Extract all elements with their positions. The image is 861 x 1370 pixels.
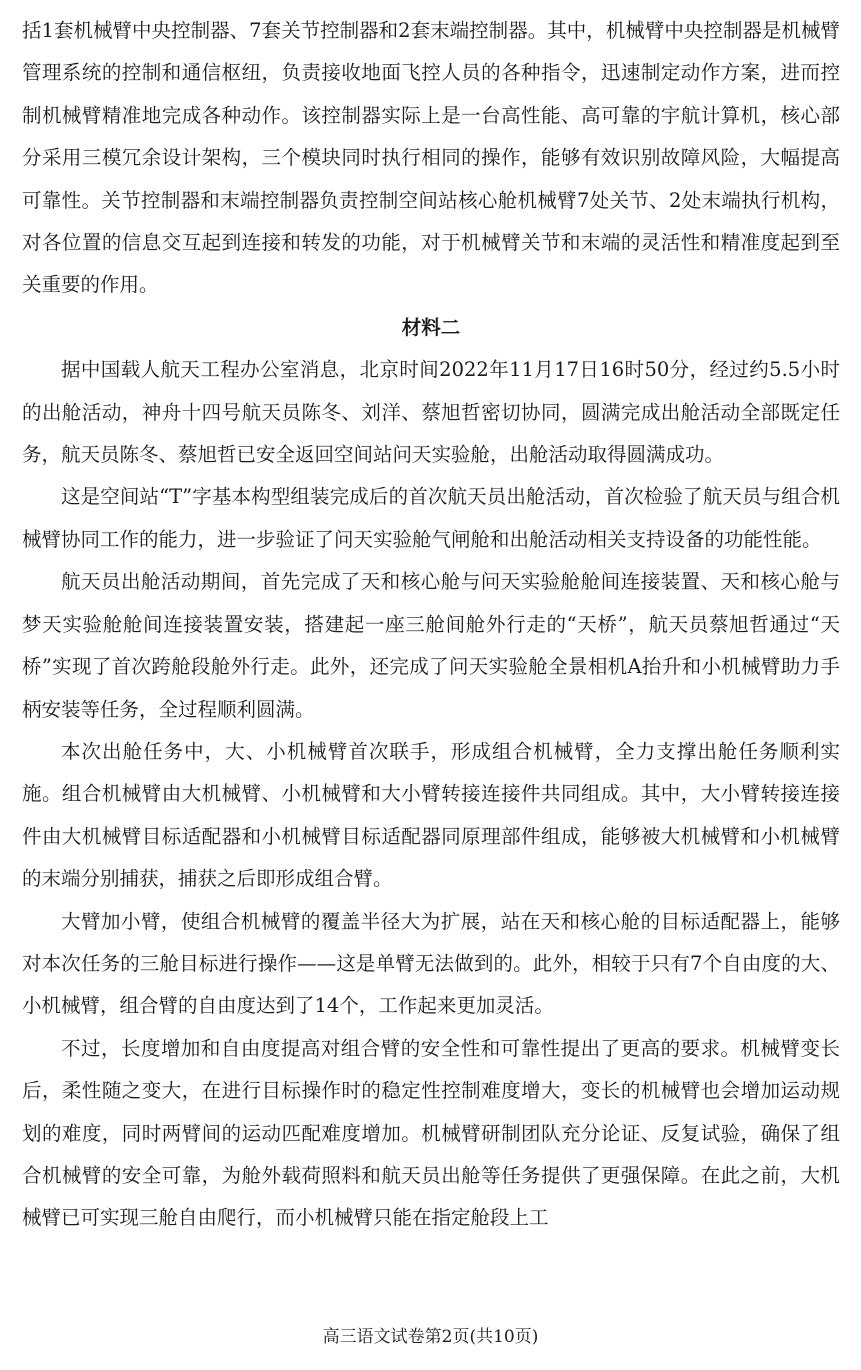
section-title: 材料二: [401, 315, 461, 339]
paragraph-continued: 括1套机械臂中央控制器、7套关节控制器和2套末端控制器。其中，机械臂中央控制器是机械臂管理系统的控制和通信枢纽，负责接收地面飞控人员的各种指令，迅速制定动作方案，进而控制机械臂精准地完成各种动作。该控制器实际上是一台高性能、高可靠的宇航计算机，核心部分采用三模冗余设计架构，三个模块同时执行相同的操作，能够有效识别故障风险，大幅提高可靠性。关节控制器和末端控制器负责控制空间站核心舱机械臂7处关节、2处末端执行机构，对各位置的信息交互起到连接和转发的功能，对于机械臂关节和末端的灵活性和精准度起到至关重要的作用。: [22, 19, 840, 297]
page-footer: 高三语文试卷第2页(共10页): [322, 1327, 539, 1347]
paragraph: 不过，长度增加和自由度提高对组合臂的安全性和可靠性提出了更高的要求。机械臂变长后，柔性随之变大，在进行目标操作时的稳定性控制难度增大，变长的机械臂也会增加运动规划的难度，同时两臂间的运动匹配难度增加。机械臂研制团队充分论证、反复试验，确保了组合机械臂的安全可靠，为舱外载荷照料和航天员出舱等任务提供了更强保障。在此之前，大机械臂已可实现三舱自由爬行，而小机械臂只能在指定舱段上工: [22, 1036, 840, 1230]
paragraph: 本次出舱任务中，大、小机械臂首次联手，形成组合机械臂，全力支撑出舱任务顺利实施。组合机械臂由大机械臂、小机械臂和大小臂转接连接件共同组成。其中，大小臂转接连接件由大机械臂目标适配器和小机械臂目标适配器同原理部件组成，能够被大机械臂和小机械臂的末端分别捕获，捕获之后即形成组合臂。: [22, 739, 840, 891]
article-body: [22, 10, 840, 1240]
paragraph: 据中国载人航天工程办公室消息，北京时间2022年11月17日16时50分，经过约5.5小时的出舱活动，神舟十四号航天员陈冬、刘洋、蔡旭哲密切协同，圆满完成出舱活动全部既定任务，航天员陈冬、蔡旭哲已安全返回空间站问天实验舱，出舱活动取得圆满成功。: [22, 358, 840, 467]
paragraph: 航天员出舱活动期间，首先完成了天和核心舱与问天实验舱舱间连接装置、天和核心舱与梦天实验舱舱间连接装置安装，搭建起一座三舱间舱外行走的“天桥”，航天员蔡旭哲通过“天桥”实现了首次跨舱段舱外行走。此外，还完成了问天实验舱全景相机A抬升和小机械臂助力手柄安装等任务，全过程顺利圆满。: [22, 570, 840, 721]
paragraph: 大臂加小臂，使组合机械臂的覆盖半径大为扩展，站在天和核心舱的目标适配器上，能够对本次任务的三舱目标进行操作——这是单臂无法做到的。此外，相较于只有7个自由度的大、小机械臂，组合臂的自由度达到了14个，工作起来更加灵活。: [22, 909, 840, 1018]
paragraph: 这是空间站“T”字基本构型组装完成后的首次航天员出舱活动，首次检验了航天员与组合机械臂协同工作的能力，进一步验证了问天实验舱气闸舱和出舱活动相关支持设备的功能性能。: [22, 485, 840, 551]
